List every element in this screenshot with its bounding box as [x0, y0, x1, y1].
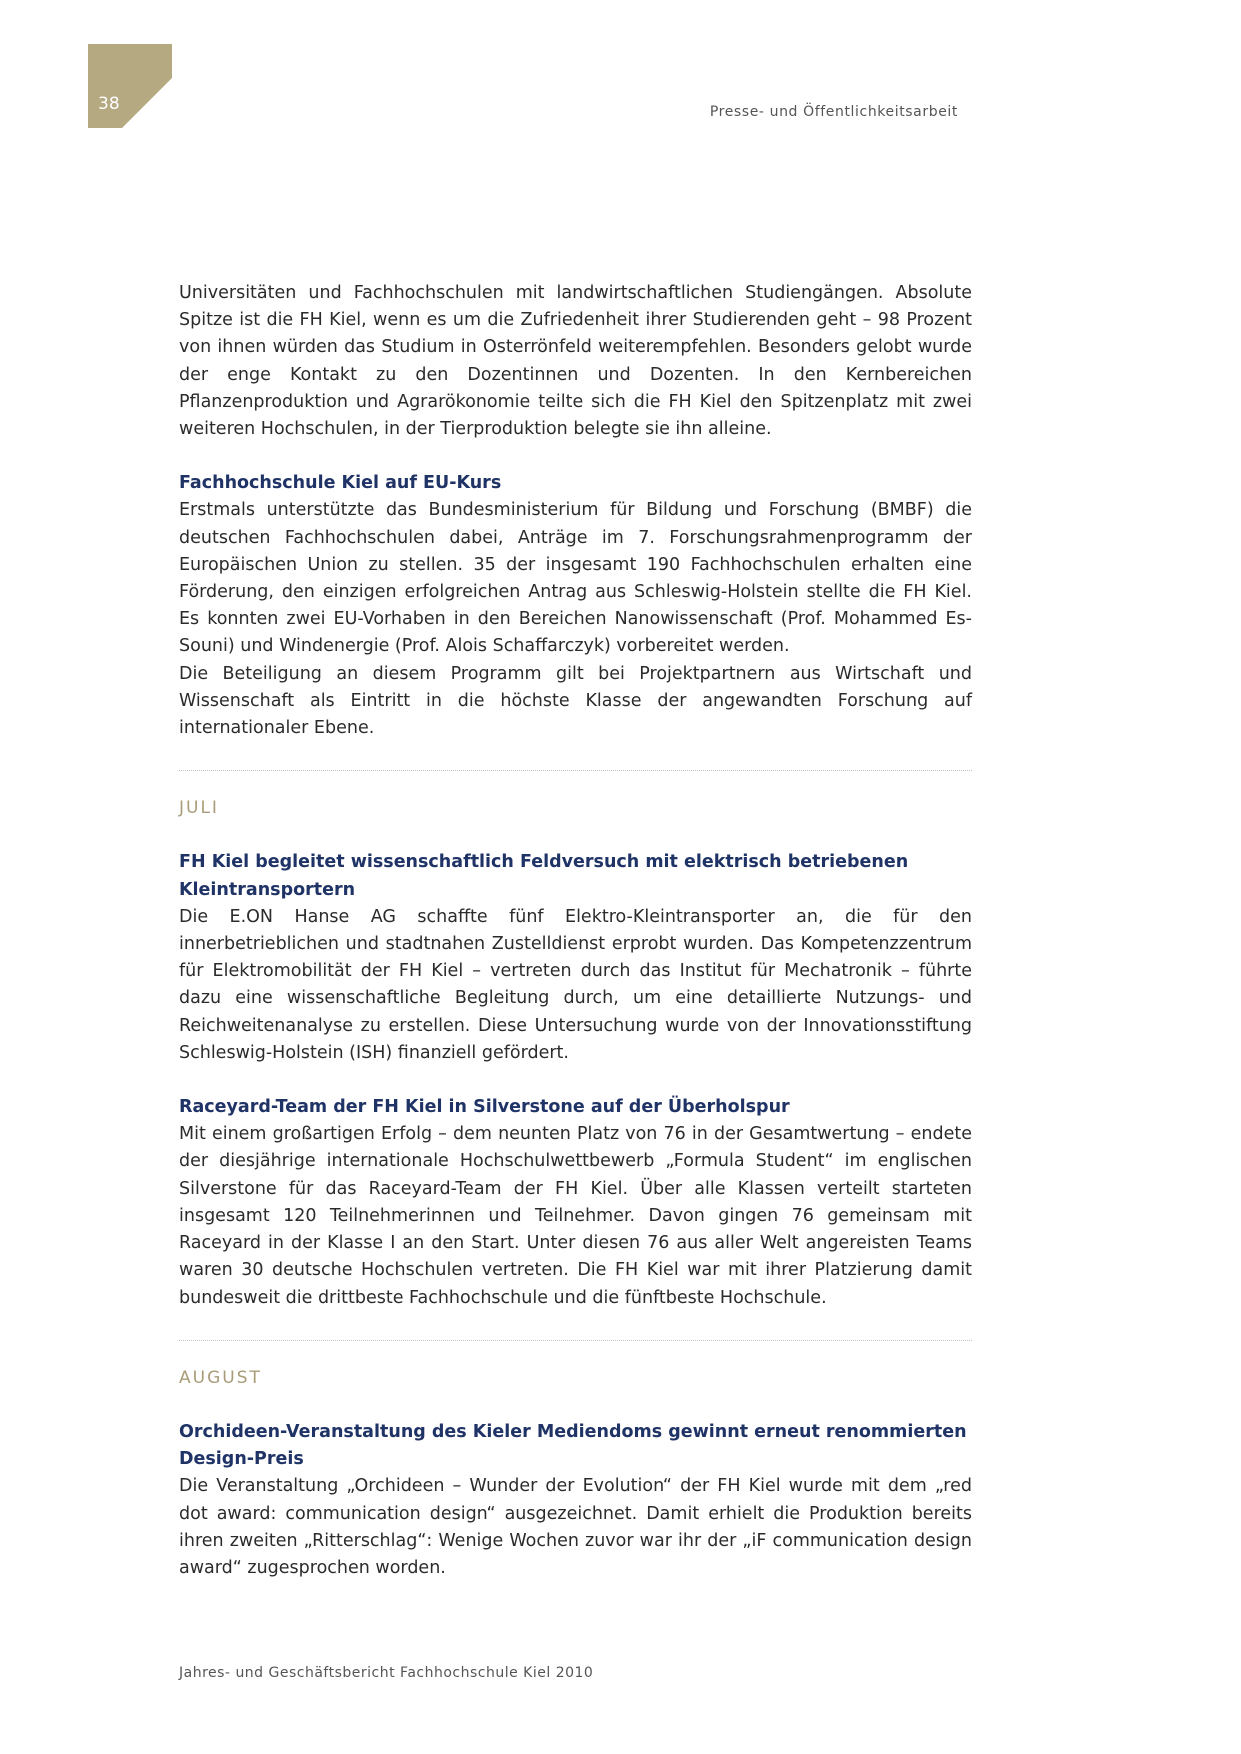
- eu-section-heading: Fachhochschule Kiel auf EU-Kurs: [179, 473, 502, 494]
- article-text: Die E.ON Hanse AG schaffte fünf Elektro-Kleintransporter an, die für den innerbetrieblichen und stadtnahen Zustelldienst erprobt wurden. Das Kompetenzzentrum für Elektromobilität der FH Kiel – vertreten durch das Institut für Mechatronik – führte dazu eine wissenschaftliche Begleitung durch, um eine detaillierte Nutzungs- und Reichweitenanalyse zu erstellen. Diese Untersuchung wurde von der Innovationsstiftung Schleswig-Holstein (ISH) finanziell gefördert.: [179, 906, 972, 1063]
- main-content: [179, 280, 972, 1582]
- page-tab-shape: [88, 44, 172, 128]
- intro-paragraph: Universitäten und Fachhochschulen mit landwirtschaftlichen Studiengängen. Absolute Spitze ist die FH Kiel, wenn es um die Zufriedenheit ihrer Studierenden geht – 98 Prozent von ihnen würden das Studium in Osterrönfeld weiterempfehlen. Besonders gelobt wurde der enge Kontakt zu den Dozentinnen und Dozenten. In den Kernbereichen Pflanzenproduktion und Agrarökonomie teilte sich die FH Kiel den Spitzenplatz mit zwei weiteren Hochschulen, in der Tierproduktion belegte sie ihn alleine.: [179, 283, 972, 440]
- article-heading: FH Kiel begleitet wissenschaftlich Feldversuch mit elektrisch betriebenen Kleintransportern: [179, 852, 909, 900]
- header-title: Presse- und Öffentlichkeitsarbeit: [709, 104, 958, 120]
- article-heading: Orchideen-Veranstaltung des Kieler Mediendoms gewinnt erneut renommierten Design-Preis: [179, 1421, 967, 1470]
- article-heading: Raceyard-Team der FH Kiel in Silverstone auf der Überholspur: [179, 1097, 790, 1118]
- footer-text: Jahres- und Geschäftsbericht Fachhochschule Kiel 2010: [179, 1665, 594, 1681]
- month-label-juli: JULI: [179, 798, 219, 819]
- article-text: Die Veranstaltung „Orchideen – Wunder der Evolution“ der FH Kiel wurde mit dem „red dot award: communication design“ ausgezeichnet. Damit erhielt die Produktion bereits ihren zweiten „Ritterschlag“: Wenige Wochen zuvor war ihr der „iF communication design award“ zugesprochen worden.: [179, 1476, 972, 1578]
- page-number: 38: [98, 94, 120, 114]
- eu-section-paragraph: Die Beteiligung an diesem Programm gilt bei Projektpartnern aus Wirtschaft und Wissenschaft als Eintritt in die höchste Klasse der angewandten Forschung auf internationaler Ebene.: [179, 663, 972, 739]
- article-text: Mit einem großartigen Erfolg – dem neunten Platz von 76 in der Gesamtwertung – endete der diesjährige internationale Hochschulwettbewerb „Formula Student“ im englischen Silverstone für das Raceyard-Team der FH Kiel. Über alle Klassen verteilt starteten insgesamt 120 Teilnehmerinnen und Teilnehmer. Davon gingen 76 gemeinsam mit Raceyard in der Klasse I an den Start. Unter diesen 76 aus aller Welt angereisten Teams waren 30 deutsche Hochschulen vertreten. Die FH Kiel war mit ihrer Platzierung damit bundesweit die drittbeste Fachhochschule und die fünftbeste Hochschule.: [179, 1124, 972, 1308]
- month-label-august: AUGUST: [179, 1367, 262, 1388]
- eu-section-paragraph: Erstmals unterstützte das Bundesministerium für Bildung und Forschung (BMBF) die deutschen Fachhochschulen dabei, Anträge im 7. Forschungsrahmenprogramm der Europäischen Union zu stellen. 35 der insgesamt 190 Fachhochschulen erhalten eine Förderung, den einzigen erfolgreichen Antrag aus Schleswig-Holstein stellte die FH Kiel. Es konnten zwei EU-Vorhaben in den Bereichen Nanowissenschaft (Prof. Mohammed Es-Souni) und Windenergie (Prof. Alois Schaffarczyk) vorbereitet werden.: [179, 500, 972, 657]
